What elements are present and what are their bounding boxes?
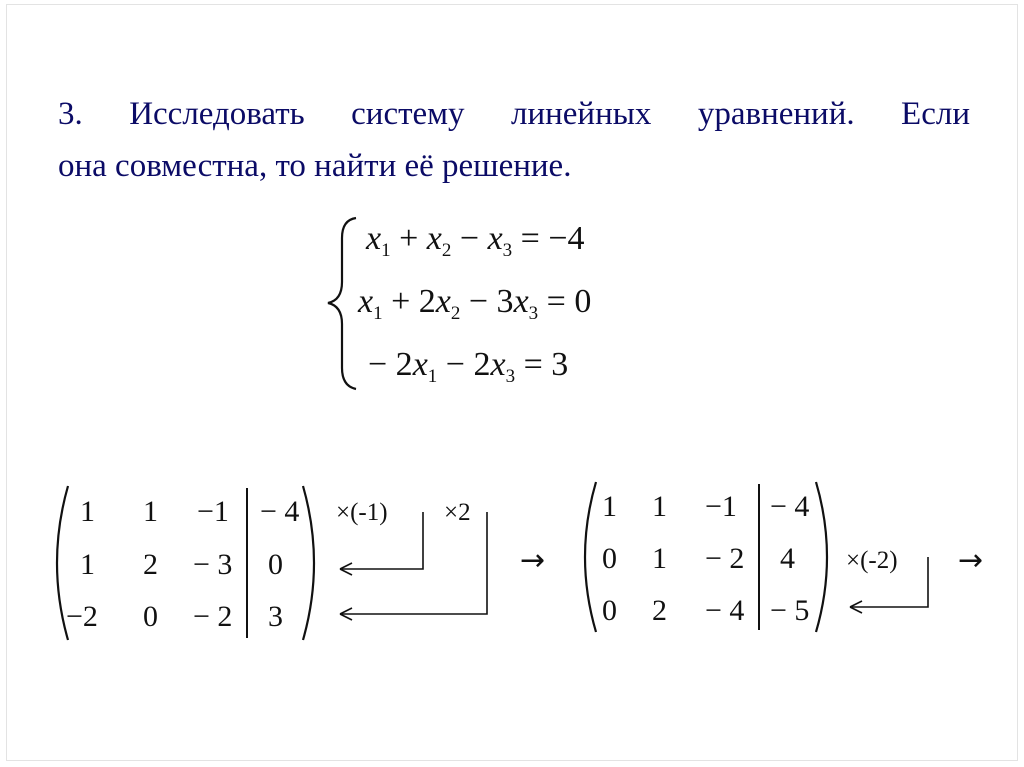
task-statement — [58, 88, 970, 192]
eq1-op-2: − — [451, 220, 488, 257]
m1-r2-c1: 1 — [80, 548, 95, 581]
m1-r3-c4: 3 — [268, 600, 283, 633]
continue-arrow-icon: → — [958, 543, 984, 578]
eq1-rhs: = −4 — [512, 220, 585, 257]
m2-r1-c2: 1 — [652, 490, 667, 523]
m2-r1-c4: − 4 — [770, 490, 810, 523]
m2-r3-c2: 2 — [652, 594, 667, 627]
m2-r2-c2: 1 — [652, 542, 667, 575]
eq3-lead: − 2 — [368, 346, 413, 383]
eq2-sub-3: 3 — [528, 303, 539, 324]
task-line-1: 3. Исследовать систему линейных уравнений. Если — [58, 96, 970, 132]
m2-r2-c3: − 2 — [705, 542, 745, 575]
m1-r1-c2: 1 — [143, 495, 158, 528]
m1-r3-c1: −2 — [66, 600, 98, 633]
eq1-var-x: x — [366, 220, 382, 257]
row-op-times-2: ×2 — [444, 499, 471, 526]
equation-1 — [366, 222, 585, 260]
m2-r3-c3: − 4 — [705, 594, 745, 627]
eq2-var-x: x — [513, 283, 529, 320]
m1-r3-c3: − 2 — [193, 600, 233, 633]
equation-2 — [358, 285, 591, 323]
m2-r1-c3: −1 — [705, 490, 737, 523]
m1-r3-c2: 0 — [143, 600, 158, 633]
eq2-op-1: + 2 — [382, 283, 436, 320]
eq2-rhs: = 0 — [538, 283, 592, 320]
m2-r3-c1: 0 — [602, 594, 617, 627]
task-line-2: она совместна, то найти её решение. — [58, 148, 572, 184]
eq1-sub-3: 3 — [502, 240, 513, 261]
m1-r2-c2: 2 — [143, 548, 158, 581]
m2-r3-c4: − 5 — [770, 594, 810, 627]
eq1-sub-2: 2 — [441, 240, 452, 261]
m1-r2-c3: − 3 — [193, 548, 233, 581]
eq3-sub-3: 3 — [505, 366, 516, 387]
eq1-op-1: + — [390, 220, 427, 257]
row-op-times-minus-1: ×(-1) — [336, 499, 388, 526]
eq1-sub-1: 1 — [381, 240, 391, 261]
equation-3 — [368, 348, 568, 386]
m1-r1-c4: − 4 — [260, 495, 300, 528]
eq1-var-x: x — [426, 220, 442, 257]
m2-r2-c4: 4 — [780, 542, 795, 575]
eq3-var-x: x — [490, 346, 506, 383]
m1-r1-c3: −1 — [197, 495, 229, 528]
eq2-sub-2: 2 — [450, 303, 461, 324]
eq3-rhs: = 3 — [515, 346, 569, 383]
eq1-var-x: x — [487, 220, 503, 257]
row-op-times-minus-2: ×(-2) — [846, 547, 898, 574]
m2-r2-c1: 0 — [602, 542, 617, 575]
eq2-op-2: − 3 — [460, 283, 514, 320]
eq3-var-x: x — [412, 346, 428, 383]
m1-r1-c1: 1 — [80, 495, 95, 528]
m2-r1-c1: 1 — [602, 490, 617, 523]
eq2-sub-1: 1 — [373, 303, 383, 324]
eq2-var-x: x — [358, 283, 374, 320]
m1-r2-c4: 0 — [268, 548, 283, 581]
eq3-sub-1: 1 — [427, 366, 438, 387]
transition-arrow-icon: → — [520, 543, 546, 578]
eq3-op-1: − 2 — [437, 346, 491, 383]
eq2-var-x: x — [435, 283, 451, 320]
